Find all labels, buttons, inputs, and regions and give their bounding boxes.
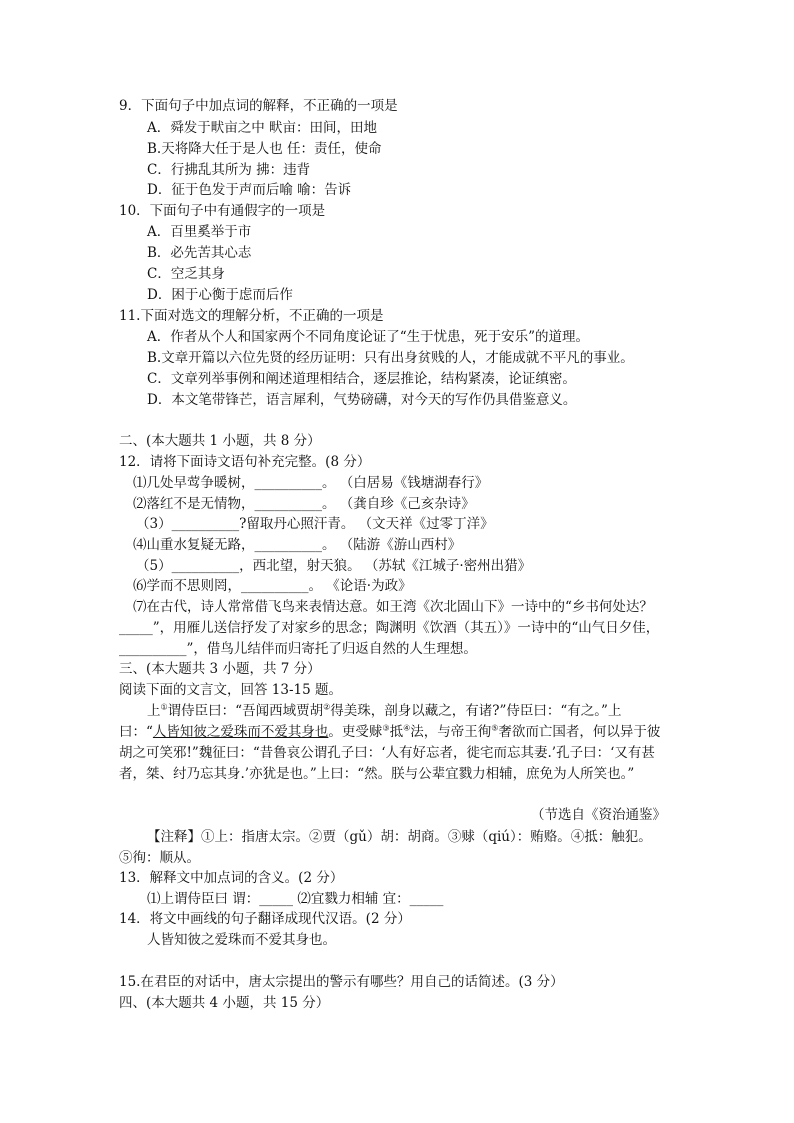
section4-header: 四、(本大题共 4 小题，共 15 分） [119, 995, 330, 1011]
q15-stem: 15.在君臣的对话中，唐太宗提出的警示有哪些？用自己的话简述。(3 分） [119, 974, 564, 990]
q9-option-c: C．行拂乱其所为 拂：违背 [147, 162, 311, 178]
q11-option-c: C．文章列举事例和阐述道理相结合，逐层推论，结构紧凑，论证缜密。 [147, 371, 576, 387]
note-mark-1: ① [160, 702, 168, 712]
q9-option-a: A．舜发于畎亩之中 畎亩：田间，田地 [147, 120, 378, 136]
q10-option-b: B．必先苦其心志 [147, 245, 252, 261]
q14-sentence: 人皆知彼之爱珠而不爱其身也。 [147, 932, 336, 948]
section2-header: 二、(本大题共 1 小题，共 8 分） [119, 433, 321, 449]
q12-item-1: ⑴几处早莺争暖树，__________。 （白居易《钱塘湖春行》 [133, 475, 489, 491]
q9-option-d: D．征于色发于声而后喻 喻：告诉 [147, 182, 352, 198]
note-mark-2: ② [323, 702, 331, 712]
q12-item-3: （3）__________?留取丹心照汗青。 （文天祥《过零丁洋》 [136, 516, 494, 532]
passage-source: （节选自《资治通鉴》 [531, 807, 666, 823]
q9-stem: 9．下面句子中加点词的解释，不正确的一项是 [119, 98, 398, 114]
passage-notes: 【注释】①上：指唐太宗。②贾（gǔ）胡：胡商。③赇（qiú）：贿赂。④抵：触犯。⑤徇：顺从。 [119, 829, 652, 866]
classical-passage: 上①谓侍臣曰：“吾闻西域贾胡②得美珠，剖身以藏之，有诸?”侍臣曰：“有之。”上曰：“人皆知彼之爱珠而不爱其身也。吏受赇③抵④法，与帝王徇⑤奢欲而亡国者，何以异于彼胡之可笑邪!”魏征曰：“昔鲁哀公谓孔子曰：‘人有好忘者，徙宅而忘其妻.’孔子曰：‘又有甚者，桀、纣乃忘其身.’亦犹是也。”上曰：“然。朕与公辈宜戮力相辅，庶免为人所笑也。” [119, 702, 661, 782]
q11-option-a: A．作者从个人和国家两个不同角度论证了“生于忧患，死于安乐”的道理。 [147, 329, 590, 345]
q14-stem: 14．将文中画线的句子翻译成现代汉语。(2 分） [119, 911, 411, 927]
note-mark-3: ③ [382, 723, 390, 733]
q10-stem: 10．下面句子中有通假字的一项是 [119, 203, 326, 219]
q12-item-4: ⑷山重水复疑无路，__________。 （陆游《游山西村》 [133, 537, 462, 553]
reading-intro: 阅读下面的文言文，回答 13-15 题。 [119, 682, 343, 698]
q10-option-c: C．空乏其身 [147, 266, 225, 282]
q10-option-d: D．困于心衡于虑而后作 [147, 287, 293, 303]
note-mark-5: ⑤ [491, 723, 499, 733]
q12-item-6: ⑹学而不思则罔，__________。 《论语·为政》 [133, 578, 412, 594]
q12-item-5: （5）__________，西北望，射天狼。 （苏轼《江城子·密州出猎》 [136, 558, 532, 574]
q13-stem: 13．解释文中加点词的含义。(2 分） [119, 870, 344, 886]
q9-option-b: B.天将降大任于是人也 任：责任，使命 [147, 141, 382, 157]
underlined-sentence: 人皆知彼之爱珠而不爱其身也 [152, 724, 329, 740]
q10-option-a: A．百里奚举于市 [147, 224, 252, 240]
note-mark-4: ④ [403, 723, 411, 733]
section3-header: 三、(本大题共 3 小题，共 7 分） [119, 661, 321, 677]
q13-items: ⑴上谓侍臣曰 谓：_____ ⑵宜戮力相辅 宜：_____ [147, 891, 444, 907]
q11-option-d: D．本文笔带锋芒，语言犀利，气势磅礴，对今天的写作仍具借鉴意义。 [147, 392, 577, 408]
q11-stem: 11.下面对选文的理解分析，不正确的一项是 [119, 308, 384, 324]
q12-item-2: ⑵落红不是无情物，__________。 （龚自珍《己亥杂诗》 [133, 496, 475, 512]
q12-item-7: ⑺在古代，诗人常常借飞鸟来表情达意。如王湾《次北固山下》一诗中的“乡书何处达？_____”，用雁儿送信抒发了对家乡的思念；陶渊明《饮酒（其五）》一诗中的“山气日夕佳，__________”，借鸟儿结伴而归寄托了归返自然的人生理想。 [119, 599, 660, 657]
q11-option-b: B.文章开篇以六位先贤的经历证明：只有出身贫贱的人，才能成就不平凡的事业。 [147, 350, 634, 366]
q12-stem: 12．请将下面诗文语句补充完整。(8 分） [119, 454, 371, 470]
